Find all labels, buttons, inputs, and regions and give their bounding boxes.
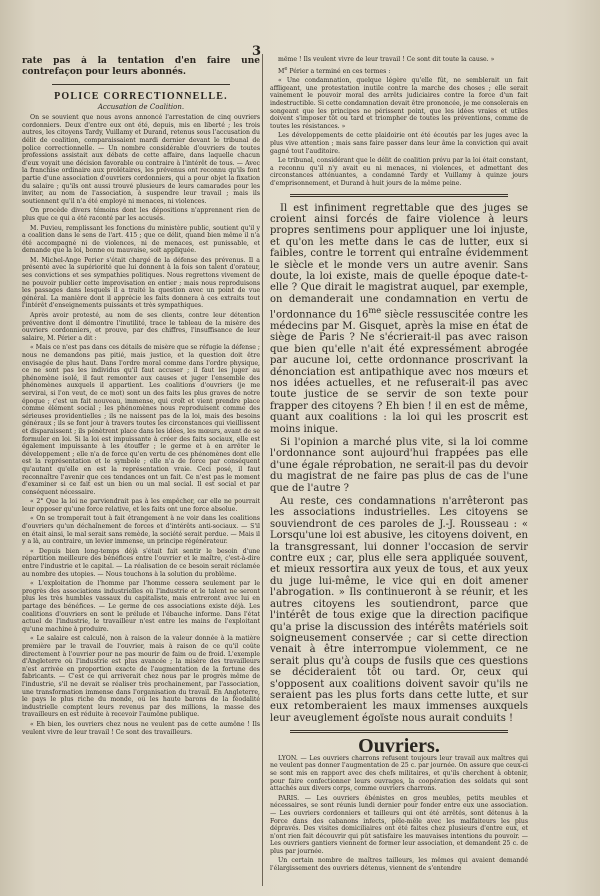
article-paragraph: « Depuis bien long-temps déjà s'était fait sentir le besoin d'une répartition meilleure des bénéfices entre l'ouvrier et le maître, c'est-à-dire entre l'industrie et le capital. — La réalisation de ce besoin serait réclamée au nombre des utopies. — Nous touchons à la solution du problème.: [22, 547, 260, 578]
ouvriers-body: [270, 755, 528, 873]
article-paragraph: « Mais ce n'est pas dans ces détails de misère que se réfugie la défense ; nous ne demandons pas pitié, mais justice, et la question doit être envisagée de plus haut. Dans l'ordre moral comme dans l'ordre physique, ce ne sont pas les individus qu'il faut accuser ; il faut les juger au phénomène isolé, il faut remonter aux causes et juger l'ensemble des phénomènes auxquels il appartient. Les coalitions d'ouvriers (je me servirai, si l'on veut, de ce mot) sont un des faits les plus graves de notre époque ; c'est un fait nouveau, immense, qui croît et vient prendre place comme élément social ; les phénomènes nous reproduisent comme des sérieuses providentielles ; ils ne naissent pas de la loi, mais des besoins généraux ; ils se font jour à travers toutes les circonstances qui vieillissent et disparaissent ; ils pénètrent place dans les idées, les mœurs, avant de se formuler en loi. Si la loi est impuissante à créer des faits sociaux, elle est également impuissante à les étouffer ; le germe et à en arrêter le développement ; elle n'a de force qu'en vertu de ces phénomènes dont elle est la représentation et le symbole ; elle n'a de force par conséquent qu'autant qu'elle en est la représentation vraie. Ceci posé, il faut reconnaître l'avenir que ces tendances ont un fait. Ce n'est pas le moment d'examiner si ce fait est un bien ou un mal social. Il est social et par conséquent nécessaire.: [22, 344, 260, 496]
left-column: [22, 56, 260, 884]
ouvriers-title: Ouvriers.: [358, 735, 440, 758]
article-paragraph: « Eh bien, les ouvriers chez nous ne veulent pas de cette aumône ! Ils veulent vivre de leur travail ! Ce sont des travailleurs.: [22, 720, 260, 736]
article-paragraph: On se souvient que nous avons annoncé l'arrestation de cinq ouvriers cordonniers. Deux d'entre eux ont été, depuis, mis en liberté ; les trois autres, les citoyens Tardy, Vuillamy et Durand, retenus sous l'accusation du délit de coalition, comparaissaient mardi dernier devant le tribunal de police correctionnelle. — Un nombre considérable d'ouvriers de toutes professions assistait aux débats de cette affaire, dans laquelle chacun d'eux voyait une décision favorable ou contraire à l'intérêt de tous. — Avec la franchise ordinaire aux prolétaires, les prévenus ont reconnu qu'ils font partie d'une association d'ouvriers cordonniers, qui a pour objet la fixation du salaire ; qu'ils ont aussi trouvé plusieurs de leurs camarades pour les inviter, au nom de l'association, à suspendre leur travail ; mais ils soutiennent qu'il n'a été employé ni menaces, ni violences.: [22, 114, 260, 205]
editorial-paragraph: Si l'opinion a marché plus vite, si la loi comme l'ordonnance sont aujourd'hui frappées pas elle d'une égale réprobation, ne serait-il pas du devoir du magistrat de ne faire pas plus de cas de l'une que de l'autre ?: [270, 437, 528, 494]
article-paragraph: Après avoir protesté, au nom de ses clients, contre leur détention préventive dont il démontre l'inutilité, trace le tableau de la misère des ouvriers cordonniers, et prouve, par des chiffres, l'insuffisance de leur salaire, M. Périer a dit :: [22, 312, 260, 342]
page-number: 3: [252, 44, 262, 59]
article-paragraph: « Une condamnation, quelque légère qu'elle fût, ne semblerait un fait affligeant, une protestation inutile contre la marche des choses ; elle serait vainement le pouvoir moral des arrêts judiciaires contre la force d'un fait indestructible. Si cette condamnation devait être prononcée, je me consolerais en songeant que les principes ne périssent point, que les idées vraies et utiles doivent s'imposer tôt ou tard et triompher de toutes les préventions, comme de toutes les résistances. »: [270, 77, 528, 130]
article-paragraph: M. Michel-Ange Perier s'était chargé de la défense des prévenus. Il a présenté avec la supériorité que lui donnent à la fois son talent d'orateur, ses convictions et ses sympathies politiques. Nous regrettons vivement de ne pouvoir publier cette improvisation en entier ; mais nous reproduisons les passages dans lesquels il a traité la question avec un point de vue général. La manière dont il apprécie les faits donnera à ces extraits tout l'intérêt d'enseignements puissants et très sympathiques.: [22, 256, 260, 310]
divider: [52, 84, 230, 85]
article-paragraph: « On se tromperait tout à fait étrangement à ne voir dans les coalitions d'ouvriers qu'un déchaînement de forces et d'intérêts anti-sociaux. — S'il en était ainsi, le mal serait sans remède, la société serait perdue. — Mais il y a là, au contraire, un levier immense, un principe régénérateur.: [22, 515, 260, 546]
right-column: [270, 56, 528, 884]
divider: [290, 730, 508, 733]
right-lead-body: [270, 56, 528, 188]
editorial-body: [270, 203, 528, 725]
article-paragraph: « L'exploitation de l'homme par l'homme cessera seulement par le progrès des associations industrielles où l'industrie et le talent ne seront plus les très humbles vassaux du capitaliste, mais entreront avec lui en partage des bénéfices. — Le germe de ces associations existe déjà. Les coalitions d'ouvriers en sont le prélude et l'ébauche informe. Dans l'état actuel de l'industrie, le travailleur n'est entre les mains de l'exploitant qu'une machine à produire.: [22, 580, 260, 633]
article-paragraph: M. Puvieu, remplissant les fonctions du ministère public, soutient qu'il y a coalition dans le sens de l'art. 415 ; que ce délit, quand bien même il n'a été accompagné ni de violences, ni de menaces, est punissable, et demande que la loi, bonne ou mauvaise, soit appliquée.: [22, 224, 260, 255]
section-title: POLICE CORRECTIONNELLE.: [54, 91, 228, 102]
article-paragraph: Le tribunal, considérant que le délit de coalition prévu par la loi était constant, a reconnu qu'il n'y avait eu ni menaces, ni violences, et admettant des circonstances atténuantes, a condamné Tardy et Vuillamy à quinze jours d'emprisonnement, et Durand à huit jours de la même peine.: [270, 157, 528, 187]
article-paragraph: Me Périer a terminé en ces termes :: [278, 65, 391, 75]
editorial-paragraph: Au reste, ces condamnations n'arrêteront pas les associations industrielles. Les citoyens se souviendront de ces paroles de J.-J. Rousseau : « Lorsqu'une loi est abusive, les citoyens doivent, en la transgressant, lui donner l'occasion de servir contre eux ; car, plus elle sera appliquée souvent, et mieux ressortira aux yeux de tous, et aux yeux du juge lui-même, le vice qui en doit amener l'abrogation. » Ils continueront à se réunir, et les autres citoyens les soutiendront, parce que l'intérêt de tous exige que la direction pacifique qu'a prise la discussion des intérêts matériels soit soigneusement conservée ; car si cette direction venait à être interrompue violemment, ce ne serait plus qu'à coups de fusils que ces questions se décideraient tôt ou tard. Or, ceux qui s'opposent aux coalitions doivent savoir qu'ils ne seraient pas les plus forts dans cette lutte, et sur eux retomberaient les maux immenses auxquels leur aveuglement égoïste nous aurait conduits !: [270, 496, 528, 724]
ouvriers-paragraph: PARIS. — Les ouvriers ébénistes en gros meubles, petits meubles et nécessaires, se sont réunis lundi dernier pour fonder entre eux une association. — Les ouvriers cordonniers et tailleurs qui ont été arrêtés, sont détenus à la Force dans des cabanons infects, pêle-mêle avec les malfaiteurs les plus dépravés. Des visites domiciliaires ont été faites chez plusieurs d'entre eux, et n'ont rien fait découvrir qui pût satisfaire les mauvaises intentions du pouvoir. — Les ouvriers gantiers viennent de former leur association, et demandent 25 c. de plus par journée.: [270, 794, 528, 855]
article-paragraph: On procède divers témoins dont les dépositions n'apprennent rien de plus que ce qui a été raconté par les accusés.: [22, 207, 260, 222]
article-paragraph: « 2° Que la loi ne parviendrait pas à les empêcher, car elle ne pourrait leur opposer qu'une force relative, et les faits ont une force absolue.: [22, 498, 260, 513]
editorial-paragraph: Il est infiniment regrettable que des juges se croient ainsi forcés de faire violence à leurs propres sentimens pour appliquer une loi injuste, et qu'on les mette dans le cas de lutter, eux si faibles, contre le torrent qui entraîne évidemment le siècle et le monde vers un autre avenir. Sans doute, la loi existe, mais de quelle époque date-t-elle ? Que dirait le magistrat auquel, par exemple, on demanderait une condamnation en vertu de l'ordonnance du $16^{me}$ siècle ressuscitée contre les médecins par M. Gisquet, après la mise en état de siège de Paris ? Ne s'écrierait-il pas avec raison que bien qu'elle n'ait été expressément abrogée par aucune loi, cette ordonnance proscrivant la dénonciation est antipathique avec nos mœurs et nos idées actuelles, et ne refuserait-il pas avec toute justice de se servir de son texte pour frapper des citoyens ? Eh bien ! il en est de même, quant aux coalitions : la loi qui les proscrit est moins inique.: [270, 202, 528, 435]
section-subtitle: Accusation de Coalition.: [97, 102, 185, 111]
ouvriers-paragraph: LYON. — Les ouvriers charrons refusent toujours leur travail aux maîtres qui ne veulent pas donner l'augmentation de 25 c. par journée. On assure que ceux-ci se sont mis en rapport avec des chefs militaires, et qu'ils cherchent à obtenir, pour faire confectionner leurs ouvrages, la coopération des soldats qui sont attachés aux divers corps, comme ouvriers charrons.: [270, 754, 528, 793]
ouvriers-paragraph: Un certain nombre de maîtres tailleurs, les mêmes qui avaient demandé l'élargissement des ouvriers détenus, viennent de s'entendre: [270, 857, 528, 873]
column-rule: [262, 54, 263, 886]
article-paragraph: même ! Ils veulent vivre de leur travail ! Ce sont dit toute la cause. »: [278, 56, 495, 63]
lead-text: rate pas à la tentation d'en faire une contrefaçon pour leurs abonnés.: [22, 56, 260, 77]
divider: [290, 194, 508, 197]
article-paragraph: « Le salaire est calculé, non à raison de la valeur donnée à la matière première par le travail de l'ouvrier, mais à raison de ce qu'il coûte directement à l'ouvrier pour ne pas mourir de faim ou de froid. L'exemple d'Angleterre où l'industrie est plus avancée ; la misère des travailleurs n'est arrivée en proportion exacte de l'augmentation de la fortune des fabricants. — C'est ce qui arriverait chez nous par le progrès même de l'industrie, s'il ne devait se réaliser très prochainement, par l'association, une transformation immense dans l'organisation du travail. En Angleterre, le pays le plus riche du monde, où les haute barons de la féodalité industrielle comptent leurs revenus par des millions, la masse des travailleurs en est réduite à recevoir l'aumône publique.: [22, 635, 260, 719]
left-article-body: [22, 114, 260, 736]
article-paragraph: Les développements de cette plaidoirie ont été écoutés par les juges avec la plus vive attention ; mais sans faire passer dans leur âme la conviction qui avait gagné tout l'auditoire.: [270, 132, 528, 155]
